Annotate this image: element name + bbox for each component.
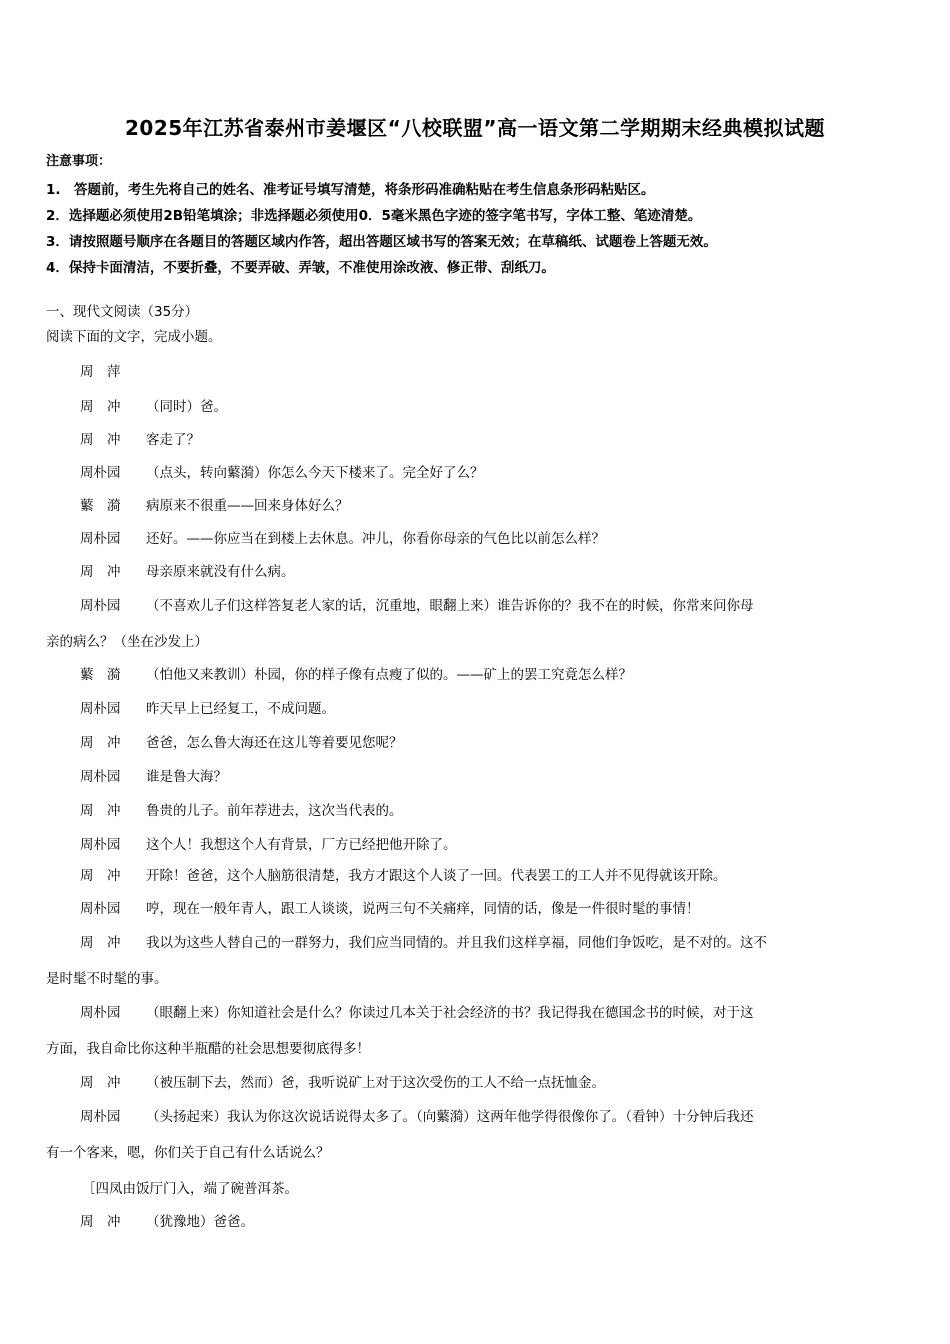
line-text: 开除！爸爸，这个人脑筋很清楚，我方才跟这个人谈了一回。代表罢工的工人并不见得就该开除。 — [146, 868, 727, 884]
line-text: （同时）爸。 — [146, 399, 227, 415]
line-text: 谁是鲁大海？ — [146, 769, 227, 785]
speaker: 周朴园 — [80, 465, 121, 481]
line-text: （点头，转向蘩漪）你怎么今天下楼来了。完全好了么？ — [146, 465, 484, 481]
stage-direction: ［四凤由饭厅门入，端了碗普洱茶。 — [82, 1181, 298, 1197]
dialogue-line — [80, 799, 403, 819]
dialogue-line — [80, 560, 295, 580]
line-text: （头扬起来）我认为你这次说话说得太多了。（向蘩漪）这两年他学得很像你了。（看钟）十分钟后我还 — [146, 1109, 754, 1125]
dialogue-line-continuation: 是时髦不时髦的事。 — [46, 971, 168, 987]
dialogue-line — [80, 765, 227, 785]
speaker: 周 冲 — [80, 803, 121, 819]
dialogue-line — [80, 461, 484, 481]
speaker: 周朴园 — [80, 598, 121, 614]
dialogue-line — [80, 663, 632, 683]
speaker: 周朴园 — [80, 1005, 121, 1021]
dialogue-line — [80, 931, 767, 951]
speaker: 周 冲 — [80, 1075, 121, 1091]
notice-item: 4．保持卡面清洁，不要折叠，不要弄破、弄皱，不准使用涂改液、修正带、刮纸刀。 — [46, 260, 555, 276]
line-text: （被压制下去，然而）爸，我听说矿上对于这次受伤的工人不给一点抚恤金。 — [146, 1075, 605, 1091]
speaker: 周 冲 — [80, 399, 121, 415]
section-intro: 阅读下面的文字，完成小题。 — [46, 329, 222, 345]
line-text: 客走了？ — [146, 432, 200, 448]
notice-item: 2．选择题必须使用2B铅笔填涂；非选择题必须使用0．5毫米黑色字迹的签字笔书写，字体工整、笔迹清楚。 — [46, 208, 702, 224]
line-text: 这个人！我想这个人有背景，厂方已经把他开除了。 — [146, 837, 457, 853]
line-text: （眼翻上来）你知道社会是什么？你读过几本关于社会经济的书？我记得我在德国念书的时候，对于这 — [146, 1005, 754, 1021]
line-text: （怕他又来教训）朴园，你的样子像有点瘦了似的。——矿上的罢工究竟怎么样？ — [146, 667, 632, 683]
line-text: 母亲原来就没有什么病。 — [146, 564, 295, 580]
page-title: 2025年江苏省泰州市姜堰区“八校联盟”高一语文第二学期期末经典模拟试题 — [125, 116, 825, 140]
line-text: 昨天早上已经复工，不成问题。 — [146, 701, 335, 717]
dialogue-line — [80, 594, 754, 614]
dialogue-line — [80, 494, 349, 514]
line-text: （不喜欢儿子们这样答复老人家的话，沉重地，眼翻上来）谁告诉你的？我不在的时候，你常来问你母 — [146, 598, 754, 614]
dialogue-line-continuation: 亲的病么？（坐在沙发上） — [46, 634, 208, 650]
speaker: 周 冲 — [80, 564, 121, 580]
dialogue-line — [80, 395, 227, 415]
dialogue-line — [80, 527, 605, 547]
section-heading: 一、现代文阅读（35分） — [46, 304, 199, 320]
speaker: 周 冲 — [80, 935, 121, 951]
dialogue-line — [80, 833, 457, 853]
dialogue-line — [80, 1105, 754, 1125]
dialogue-line-continuation: 有一个客来，嗯，你们关于自己有什么话说么？ — [46, 1145, 330, 1161]
line-text: 爸爸，怎么鲁大海还在这儿等着要见您呢？ — [146, 735, 403, 751]
dialogue-line-continuation: 方面，我自命比你这种半瓶醋的社会思想要彻底得多！ — [46, 1041, 370, 1057]
speaker: 蘩 漪 — [80, 667, 121, 683]
speaker: 周 冲 — [80, 868, 121, 884]
speaker: 周朴园 — [80, 1109, 121, 1125]
dialogue-line — [80, 864, 727, 884]
line-text: （犹豫地）爸爸。 — [146, 1214, 254, 1230]
dialogue-line — [80, 897, 700, 917]
line-text: 我以为这些人替自己的一群努力，我们应当同情的。并且我们这样享福，同他们争饭吃，是不对的。这不 — [146, 935, 767, 951]
line-text: 还好。——你应当在到楼上去休息。冲儿，你看你母亲的气色比以前怎么样？ — [146, 531, 605, 547]
line-text: 病原来不很重——回来身体好么？ — [146, 498, 349, 514]
speaker: 周 冲 — [80, 432, 121, 448]
line-text: 哼，现在一般年青人，跟工人谈谈，说两三句不关痛痒，同情的话，像是一件很时髦的事情！ — [146, 901, 700, 917]
dialogue-line — [80, 1001, 754, 1021]
speaker: 周朴园 — [80, 901, 121, 917]
speaker: 周朴园 — [80, 837, 121, 853]
dialogue-line — [80, 1210, 254, 1230]
notice-item: 3．请按照题号顺序在各题目的答题区域内作答，超出答题区域书写的答案无效；在草稿纸、试题卷上答题无效。 — [46, 234, 717, 250]
dialogue-line — [80, 697, 335, 717]
notice-heading: 注意事项： — [46, 154, 112, 169]
dialogue-line — [80, 1071, 605, 1091]
speaker: 周朴园 — [80, 769, 121, 785]
line-text: 鲁贵的儿子。前年荐进去，这次当代表的。 — [146, 803, 403, 819]
speaker: 周朴园 — [80, 531, 121, 547]
notice-item: 1. 答题前，考生先将自己的姓名、准考证号填写清楚，将条形码准确粘贴在考生信息条形码粘贴区。 — [46, 182, 655, 198]
speaker: 周 冲 — [80, 1214, 121, 1230]
speaker: 周朴园 — [80, 701, 121, 717]
speaker: 蘩 漪 — [80, 498, 121, 514]
speaker: 周 冲 — [80, 735, 121, 751]
speaker: 周 萍 — [80, 364, 121, 380]
dialogue-line — [80, 731, 403, 751]
dialogue-line — [80, 428, 200, 448]
dialogue-line — [80, 360, 146, 380]
